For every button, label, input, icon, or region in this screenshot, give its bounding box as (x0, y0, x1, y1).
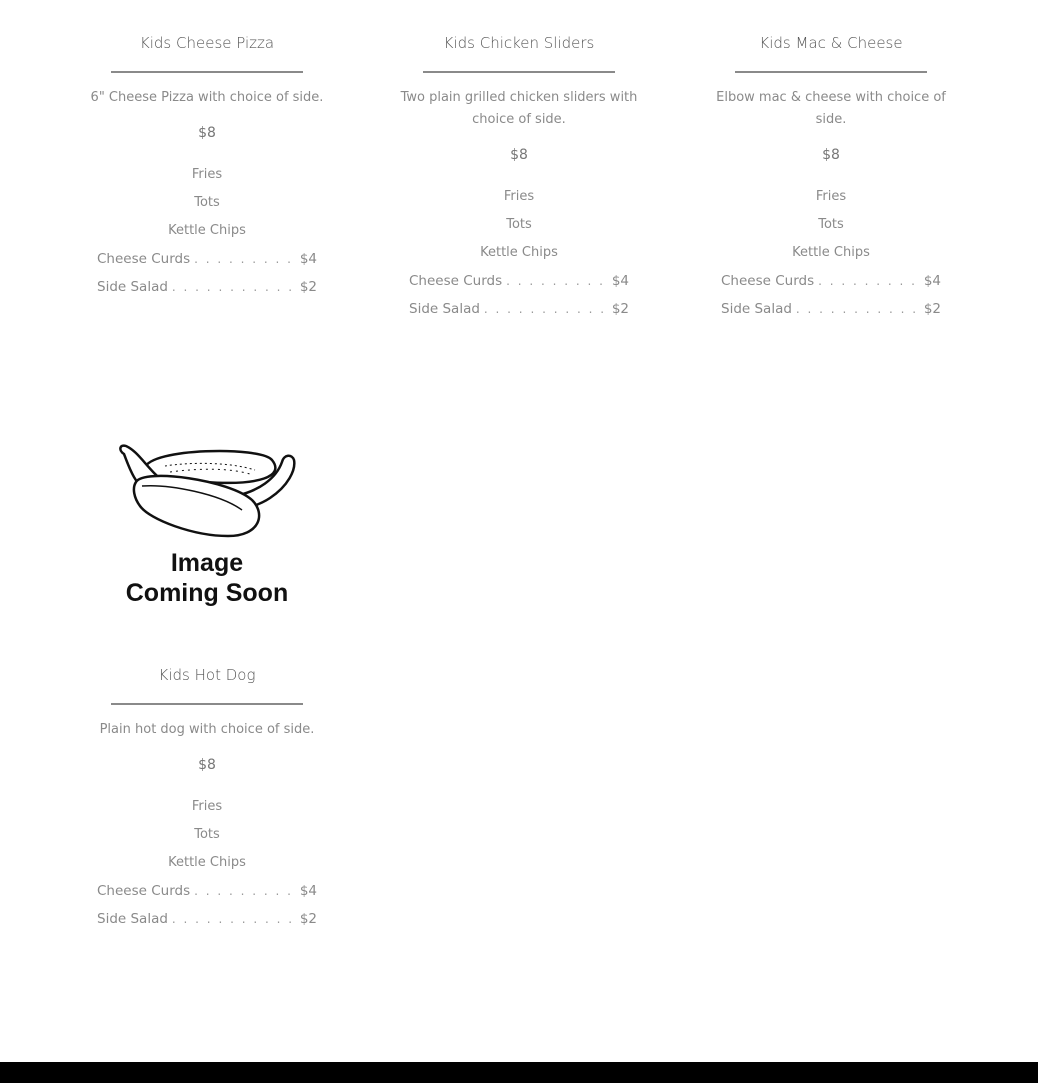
leader-dots (484, 295, 604, 323)
item-title: Kids Mac & Cheese (759, 34, 903, 52)
menu-item-cheese-pizza (87, 33, 327, 301)
side-options (87, 793, 327, 877)
side-option-fries: Fries (503, 189, 535, 204)
item-title: Kids Hot Dog (158, 666, 256, 684)
leader-dots (194, 245, 292, 273)
addon-side-salad (97, 905, 317, 933)
hot-dog-icon (110, 440, 310, 550)
side-options (87, 161, 327, 245)
item-description: Plain hot dog with choice of side. (99, 722, 315, 737)
placeholder-caption (110, 548, 304, 608)
addon-name: Cheese Curds (97, 883, 191, 899)
title-divider (735, 71, 927, 73)
side-options (700, 183, 962, 267)
addon-price: $2 (923, 301, 941, 317)
addon-name: Cheese Curds (97, 251, 191, 267)
item-description: 6" Cheese Pizza with choice of side. (90, 90, 324, 105)
leader-dots (194, 877, 292, 905)
side-option-fries: Fries (815, 189, 847, 204)
side-option-tots: Tots (194, 195, 220, 210)
item-price: $8 (198, 125, 216, 141)
title-divider (111, 703, 303, 705)
side-option-fries: Fries (191, 799, 223, 814)
placeholder-line-1: Image (170, 549, 244, 577)
addon-side-salad (721, 295, 941, 323)
addon-side-salad (97, 273, 317, 301)
addon-name: Cheese Curds (409, 273, 503, 289)
addon-cheese-curds (97, 245, 317, 273)
addon-price: $2 (611, 301, 629, 317)
addon-price: $2 (299, 911, 317, 927)
side-options (384, 183, 654, 267)
item-title: Kids Cheese Pizza (139, 34, 275, 52)
side-option-kettle-chips: Kettle Chips (168, 223, 246, 238)
addon-cheese-curds (409, 267, 629, 295)
title-divider (423, 71, 615, 73)
addon-name: Cheese Curds (721, 273, 815, 289)
placeholder-line-2: Coming Soon (125, 579, 289, 607)
addon-name: Side Salad (409, 301, 480, 317)
item-price: $8 (198, 757, 216, 773)
footer-bar (0, 1062, 1038, 1083)
addon-price: $2 (299, 279, 317, 295)
addon-price: $4 (611, 273, 629, 289)
leader-dots (506, 267, 604, 295)
leader-dots (172, 273, 292, 301)
addon-cheese-curds (97, 877, 317, 905)
addon-name: Side Salad (721, 301, 792, 317)
side-option-tots: Tots (194, 827, 220, 842)
side-option-kettle-chips: Kettle Chips (480, 245, 558, 260)
addon-name: Side Salad (97, 911, 168, 927)
title-divider (111, 71, 303, 73)
menu-item-mac-and-cheese (700, 33, 962, 323)
item-price: $8 (822, 147, 840, 163)
side-option-kettle-chips: Kettle Chips (168, 855, 246, 870)
addon-cheese-curds (721, 267, 941, 295)
leader-dots (172, 905, 292, 933)
side-option-tots: Tots (818, 217, 844, 232)
item-price: $8 (510, 147, 528, 163)
addon-side-salad (409, 295, 629, 323)
side-option-kettle-chips: Kettle Chips (792, 245, 870, 260)
addon-price: $4 (299, 251, 317, 267)
item-description: Two plain grilled chicken sliders with choice of side. (400, 90, 638, 127)
item-description: Elbow mac & cheese with choice of side. (716, 90, 946, 127)
image-placeholder (110, 440, 310, 620)
side-option-fries: Fries (191, 167, 223, 182)
addon-price: $4 (299, 883, 317, 899)
side-option-tots: Tots (506, 217, 532, 232)
leader-dots (796, 295, 916, 323)
leader-dots (818, 267, 916, 295)
addon-name: Side Salad (97, 279, 168, 295)
addon-price: $4 (923, 273, 941, 289)
menu-item-hot-dog (87, 665, 327, 933)
item-title: Kids Chicken Sliders (443, 34, 595, 52)
menu-item-chicken-sliders (384, 33, 654, 323)
